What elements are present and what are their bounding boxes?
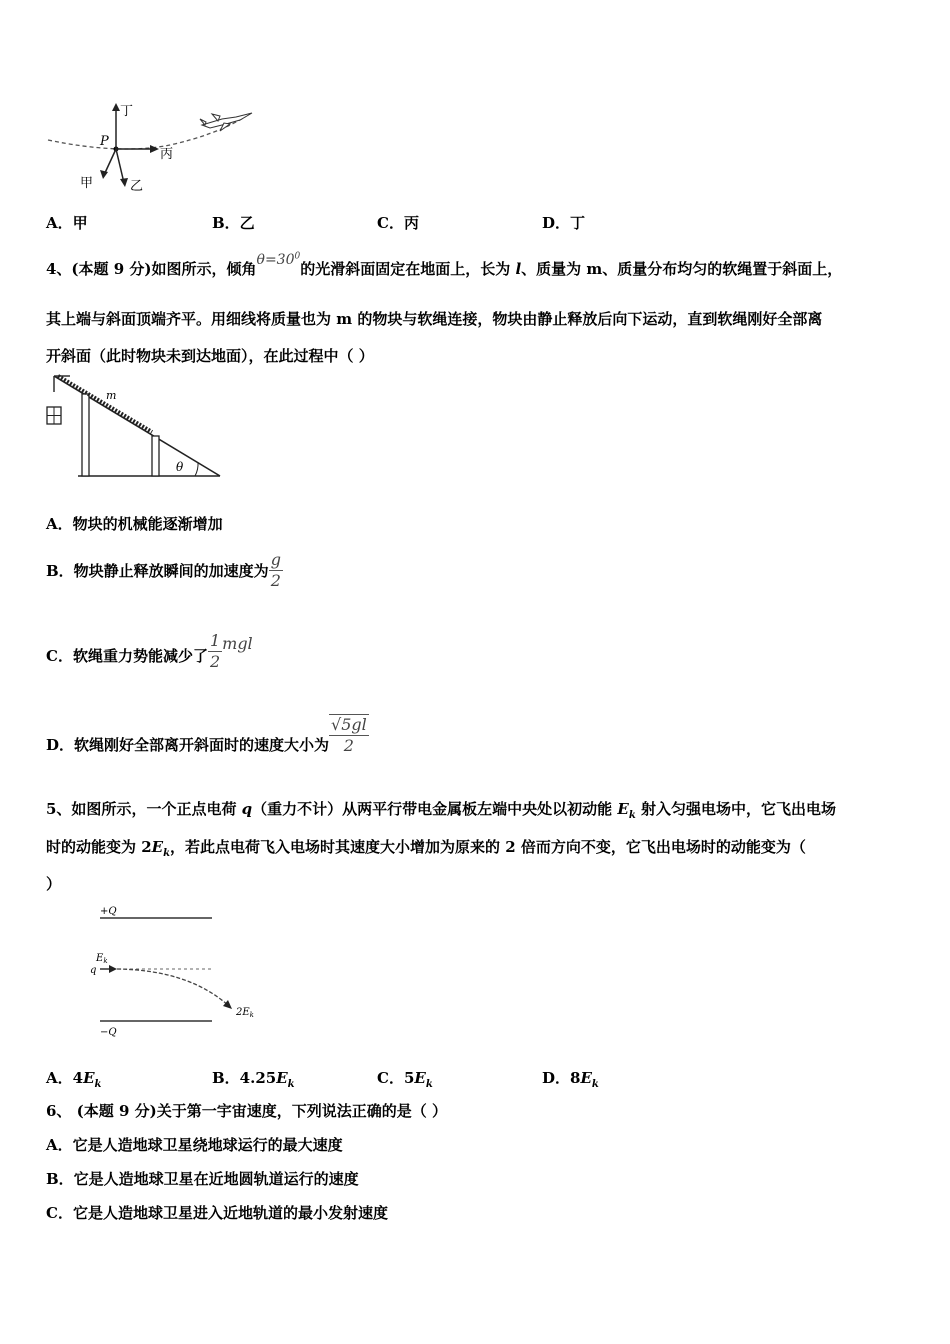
label-bing: 丙 [160,147,174,162]
q6-option-c[interactable]: C．它是人造地球卫星进入近地轨道的最小发射速度 [46,1204,388,1222]
parallel-plates-figure [60,898,270,1038]
label-p: P [100,134,109,149]
q5-stem-line1: 5、如图所示，一个正点电荷 q（重力不计）从两平行带电金属板左端中央处以初动能 $E_k$ 射入匀强电场中，它飞出电场 [46,800,837,821]
q3-option-b[interactable]: B．乙 [212,214,255,232]
label-yi: 乙 [130,179,144,194]
q4-stem-c: 、质量为 m、质量分布均匀的软绳置于斜面上， [521,260,843,278]
label-ek: $E_k$ [96,953,108,965]
frac-sqrt-5gl-over-2: $\frac{√5gl}{2}$ [331,715,367,755]
trajectory-figure [40,95,270,195]
q6-option-a[interactable]: A．它是人造地球卫星绕地球运行的最大速度 [46,1136,343,1154]
q5-stem-line3: ） [46,875,62,893]
q6-option-b[interactable]: B．它是人造地球卫星在近地圆轨道运行的速度 [46,1170,359,1188]
q4-stem-line1 [46,251,843,279]
label-minus-q: −Q [100,1027,117,1038]
mgl-term: mgl [222,634,253,653]
label-plus-q: +Q [100,906,117,917]
label-q: q [90,965,97,976]
theta-expression: $\theta=30^0$ [256,251,301,268]
incline-figure [40,370,230,482]
q3-option-c[interactable]: C．丙 [377,214,419,232]
label-jia: 甲 [80,176,94,191]
q4-stem-line3: 开斜面（此时物块未到达地面），在此过程中（ ） [46,347,374,365]
label-ding: 丁 [120,104,134,119]
q3-option-d[interactable]: D．丁 [542,214,586,232]
q4-stem-b: 的光滑斜面固定在地面上，长为 [300,260,516,278]
frac-one-half: $\frac{1}{2}$ [209,631,221,671]
label-theta: θ [176,460,184,474]
airplane-icon [200,113,252,131]
q5-option-d[interactable]: D．$8E_k$ [542,1069,599,1090]
q4-var-l: l [515,260,522,278]
q4-option-d[interactable]: D．软绳刚好全部离开斜面时的速度大小为 $\frac{√5gl}{2}$ [46,715,367,755]
q5-option-b[interactable]: B．$4.25E_k$ [212,1069,295,1090]
q5-option-c[interactable]: C．$5E_k$ [377,1069,433,1090]
q6-stem: 6、 (本题 9 分)关于第一宇宙速度，下列说法正确的是（ ） [46,1102,447,1120]
q5-stem-line2: 时的动能变为 $2E_k$，若此点电荷飞入电场时其速度大小增加为原来的 2 倍而方向不变，它飞出电场时的动能变为（ [46,838,806,859]
label-m: m [106,389,117,402]
q4-option-c[interactable]: C．软绳重力势能减少了 $\frac{1}{2}$ mgl [46,631,253,671]
q4-option-b[interactable]: B．物块静止释放瞬间的加速度为 $\frac{g}{2}$ [46,550,281,590]
label-2ek: $2E_k$ [236,1007,254,1019]
frac-g-over-2: $\frac{g}{2}$ [270,550,281,590]
q5-option-a[interactable]: A．$4E_k$ [46,1069,102,1090]
q4-stem-line2: 其上端与斜面顶端齐平。用细线将质量也为 m 的物块与软绳连接，物块由静止释放后向下运动，直到软绳刚好全部离 [46,310,823,328]
q3-option-a[interactable]: A．甲 [46,214,88,232]
q4-stem-a: 4、(本题 9 分)如图所示，倾角 [46,260,257,278]
q4-option-a[interactable]: A．物块的机械能逐渐增加 [46,515,223,533]
